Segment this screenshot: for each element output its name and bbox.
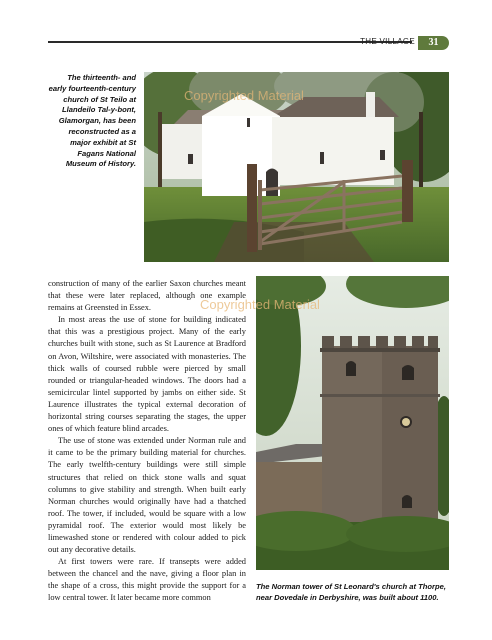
photo-st-leonard-tower bbox=[256, 276, 449, 570]
watermark-top: Copyrighted Material bbox=[184, 88, 304, 103]
body-text bbox=[48, 278, 246, 605]
body-paragraph: At first towers were rare. If transepts were added between the chancel and the nave, giving a floor plan in the shape of a cross, this might provide the support for a low central tower. It later became more common bbox=[48, 557, 246, 603]
running-header-section: THE VILLAGE bbox=[360, 37, 415, 46]
body-paragraph: construction of many of the earlier Saxon churches meant that these were later replaced, although one example remains at Greensted in Essex. bbox=[48, 279, 246, 313]
body-paragraph: In most areas the use of stone for building indicated that this was a prestigious project. Many of the early churches built with stone, such as St Laurence at Bradford on Avon, Wiltshire, were associated with monasteries. The thick walls of coursed rubble were pierced by small rounded or triangular-headed windows. The doors had a semicircular lintel supported by jambs on either side. St Laurence illustrates the typical external decoration of horizontal string courses separating the stages, the upper ones of which feature blind arcades. bbox=[48, 315, 246, 434]
body-paragraph: The use of stone was extended under Norman rule and it came to be the primary building material for churches. The early twelfth-century buildings were still simple structures that relied on thick stone walls and squat columns to give stability and strength. When built early Norman churches would originally have had a thatched roof. The tower, if included, would be square with a low pyramidal roof. The exterior would most likely be limewashed stone or rendered with colour added to pick out any decorative details. bbox=[48, 436, 246, 555]
caption-st-teilo: The thirteenth- and early fourteenth-century church of St Teilo at Llandeilo Tal-y-bont, Glamorgan, has been reconstructed as a major exhibit at St Fagans National Museum of History. bbox=[48, 73, 136, 169]
photo-st-teilo-church bbox=[144, 72, 449, 262]
caption-st-leonard: The Norman tower of St Leonard's church at Thorpe, near Dovedale in Derbyshire, was built about 1100. bbox=[256, 582, 446, 602]
watermark: Copyrighted Material bbox=[200, 297, 320, 312]
page-number-badge: 31 bbox=[418, 36, 449, 50]
